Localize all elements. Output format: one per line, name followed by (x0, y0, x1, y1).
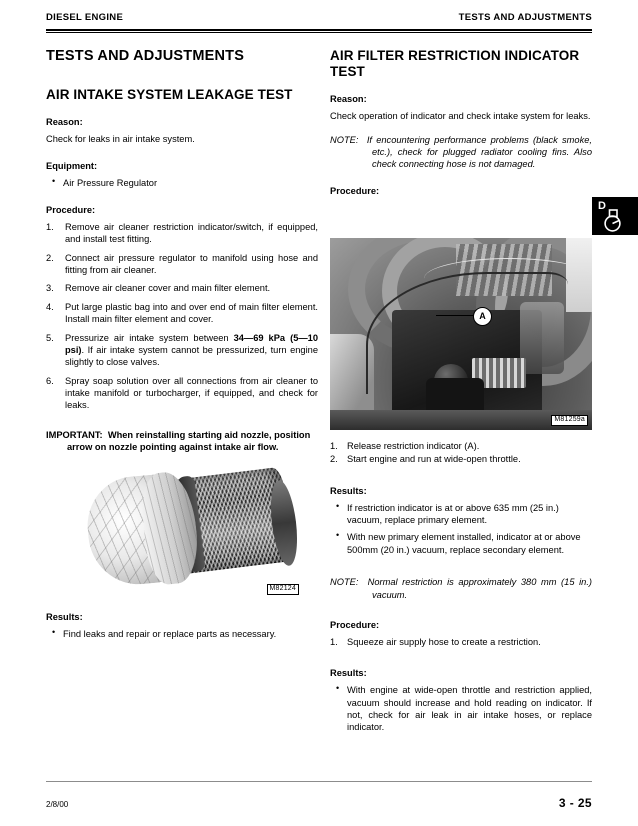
header-divider (46, 29, 592, 33)
right-reason-label: Reason: (330, 94, 367, 105)
step5-suffix: . If air intake system cannot be pressurized, turn engine slightly to close valves. (65, 344, 318, 368)
thumb-tab-letter: D (598, 200, 606, 212)
list-item: Squeeze air supply hose to create a restriction. (347, 636, 541, 647)
left-equipment-label: Equipment: (46, 160, 98, 171)
section-title: TESTS AND ADJUSTMENTS (46, 48, 245, 64)
right-results-list-2 (330, 684, 592, 733)
header-right-title: TESTS AND ADJUSTMENTS (458, 12, 592, 23)
callout-leader-line (436, 315, 474, 316)
right-reason-text: Check operation of indicator and check intake system for leaks. (330, 111, 591, 122)
page-header (46, 12, 592, 23)
right-procedure-steps-2 (330, 636, 592, 648)
note-1-text: If encountering performance problems (black smoke, etc.), check for plugged radiator cooling fins. Also check connecting hose is not damaged. (366, 134, 592, 170)
footer-page-number: 3 - 25 (558, 796, 592, 810)
list-item: Start engine and run at wide-open throttle. (347, 454, 521, 465)
list-item: Connect air pressure regulator to manifold using hose and fitting from air cleaner. (65, 252, 318, 276)
left-reason-text: Check for leaks in air intake system. (46, 134, 195, 145)
right-procedure-label-2: Procedure: (330, 619, 380, 630)
right-results-label-1: Results: (330, 485, 367, 496)
right-note-1 (330, 134, 592, 171)
list-item-pressurize (46, 332, 318, 369)
note-2-text: Normal restriction is approximately 380 mm (15 in.) vacuum. (367, 577, 593, 600)
important-note (46, 429, 318, 454)
footer-date: 2/8/00 (46, 800, 69, 809)
figure-tag: M81259a (551, 415, 588, 426)
left-results-list (46, 628, 318, 640)
left-procedure-label: Procedure: (46, 205, 96, 216)
left-results-label: Results: (46, 612, 83, 622)
right-note-2 (330, 576, 592, 601)
page-footer (46, 796, 592, 810)
left-test-title: AIR INTAKE SYSTEM LEAKAGE TEST (46, 87, 293, 103)
step5-kpa-value: 34—69 kPa (233, 332, 286, 343)
header-left-title: DIESEL ENGINE (46, 12, 124, 23)
engine-figure (330, 238, 592, 430)
list-item: • If restriction indicator is at or above 635 mm (25 in.) vacuum, replace primary element. (330, 502, 592, 527)
filter-photo-image (86, 466, 298, 591)
left-column (46, 48, 318, 453)
figure-tag: M82124 (267, 584, 300, 595)
left-results-block (46, 612, 318, 645)
section-thumb-tab[interactable] (592, 197, 638, 235)
filter-element-figure (86, 466, 298, 591)
list-item: Release restriction indicator (A). (347, 441, 480, 451)
list-item: • With new primary element installed, indicator at or above 500mm (20 in.) vacuum, replace secondary element. (330, 531, 592, 556)
right-procedure-label-1: Procedure: (330, 185, 380, 196)
right-results-list-1 (330, 502, 592, 556)
stopwatch-icon (601, 209, 625, 233)
important-text: When reinstalling starting aid nozzle, position arrow on nozzle pointing against intake air flow. (67, 429, 311, 453)
right-column-top (330, 48, 592, 202)
list-item: Remove air cleaner cover and main filter element. (65, 283, 271, 294)
callout-a: A (473, 307, 492, 326)
step5-prefix: Pressurize air intake system between (65, 332, 234, 343)
footer-divider (46, 781, 592, 782)
right-test-title: AIR FILTER RESTRICTION INDICATOR TEST (330, 48, 580, 80)
important-label: IMPORTANT: (46, 429, 103, 440)
list-item: • Find leaks and repair or replace parts as necessary. (46, 628, 318, 640)
right-procedure-steps-1 (330, 440, 592, 466)
note-1-lead: NOTE: (330, 134, 359, 145)
left-equipment-list (46, 177, 318, 189)
note-2-lead: NOTE: (330, 577, 359, 588)
list-item: Put large plastic bag into and over end of main filter element. Install main filter element and cover. (65, 301, 318, 325)
step5-psi-value: (5—10 psi) (65, 332, 318, 355)
list-item: • Air Pressure Regulator (46, 177, 318, 189)
right-column-bottom (330, 440, 592, 739)
list-item: Remove air cleaner restriction indicator/switch, if equipped, and install test fitting. (65, 222, 318, 245)
left-reason-label: Reason: (46, 117, 83, 128)
left-procedure-steps (46, 221, 318, 412)
list-item: Spray soap solution over all connections from air cleaner to intake manifold or turbocharger, if equipped, and check for leaks. (65, 375, 318, 411)
right-results-label-2: Results: (330, 668, 367, 679)
list-item: • With engine at wide-open throttle and restriction applied, vacuum should increase and hold reading on indicator. If not, check for air leak in air intake hoses, or replace indicator. (330, 684, 592, 733)
